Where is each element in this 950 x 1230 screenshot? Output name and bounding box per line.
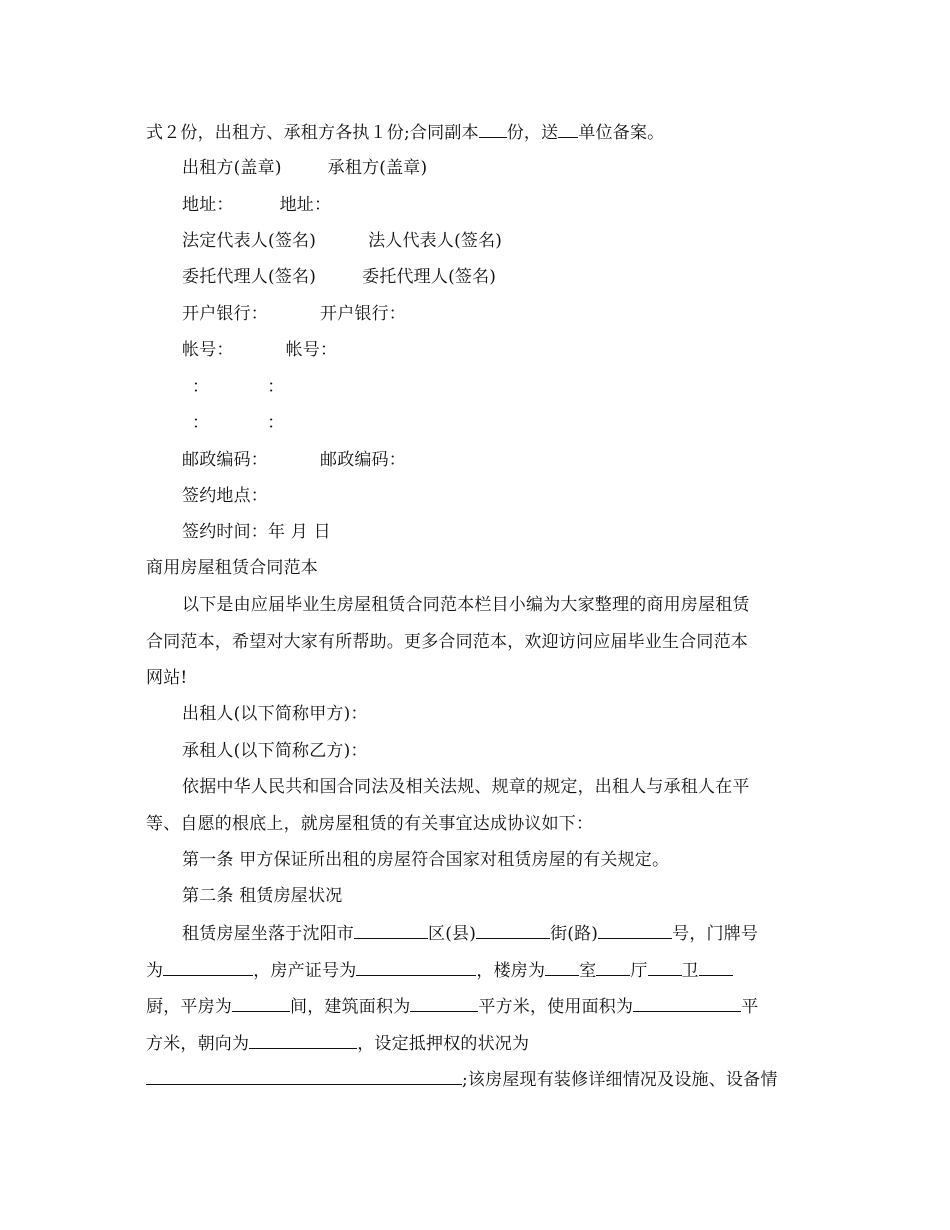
house-line-4 (146, 1031, 529, 1055)
house-text: 厅 (630, 961, 648, 981)
agent-b: 委托代理人(签名) (362, 267, 497, 287)
colon-b: ： (267, 413, 285, 433)
colon-a: ： (192, 413, 210, 433)
house-text: ;该房屋现有装修详细情况及设施、设备情 (462, 1070, 778, 1090)
agent-a: 委托代理人(签名) (182, 267, 317, 287)
house-text: ，房产证号为 (253, 961, 357, 981)
house-line-3 (146, 994, 758, 1018)
house-text: ，楼房为 (476, 961, 546, 981)
basis-line: 等、自愿的根底上，就房屋租赁的有关事宜达成协议如下： (146, 814, 594, 834)
article-1: 第一条 甲方保证所出租的房屋符合国家对租赁房屋的有关规定。 (182, 850, 670, 870)
basis-line: 依据中华人民共和国合同法及相关法规、规章的规定，出租人与承租人在平 (182, 777, 750, 797)
house-text: 街(路) (550, 924, 599, 944)
colon-a: ： (192, 377, 210, 397)
account-a: 帐号： (182, 340, 234, 360)
lessee-line: 承租人(以下简称乙方)： (182, 741, 368, 761)
house-text: ，设定抵押权的状况为 (357, 1034, 530, 1054)
house-text: 为 (146, 961, 164, 981)
postcode-row (182, 449, 406, 471)
sign-time: 签约时间：年 月 日 (182, 522, 331, 542)
address-a: 地址： (182, 195, 234, 215)
house-text: 区(县) (428, 924, 477, 944)
account-b: 帐号： (285, 340, 338, 360)
doorplate-blank (163, 958, 253, 976)
copies-text-2: 份，送 (506, 123, 559, 143)
legal-rep-b: 法人代表人(签名) (368, 231, 503, 251)
house-line-2 (146, 958, 733, 982)
house-text: 方米，朝向为 (146, 1034, 250, 1054)
legal-rep-row (182, 230, 502, 252)
lessor-line: 出租人(以下简称甲方)： (182, 704, 368, 724)
account-row (182, 339, 337, 361)
address-row (182, 194, 331, 216)
sign-place: 签约地点： (182, 486, 268, 506)
house-text: 平 (741, 997, 759, 1017)
lessor-seal: 出租方(盖章) (182, 158, 282, 178)
house-text: 间，建筑面积为 (290, 997, 411, 1017)
intro-line: 以下是由应届毕业生房屋租赁合同范本栏目小编为大家整理的商用房屋租赁 (182, 595, 750, 615)
postcode-b: 邮政编码： (320, 450, 406, 470)
lessee-seal: 承租方(盖章) (327, 158, 428, 178)
property-cert-blank (356, 958, 476, 976)
blank-colon-row-1 (182, 376, 284, 398)
bank-row (182, 303, 406, 325)
copies-text-1: 式２份，出租方、承租方各执１份;合同副本 (146, 123, 479, 143)
copies-line (146, 120, 664, 144)
house-text: 卫 (681, 961, 699, 981)
sign-time-row (182, 521, 331, 543)
colon-b: ： (267, 377, 285, 397)
kitchen-blank (699, 958, 733, 976)
street-blank (476, 921, 550, 939)
agent-row (182, 266, 496, 288)
blank-colon-row-2 (182, 412, 284, 434)
article-2-heading: 第二条 租赁房屋状况 (182, 886, 343, 906)
district-blank (354, 921, 428, 939)
postcode-a: 邮政编码： (182, 450, 268, 470)
house-text: 平方米，使用面积为 (478, 997, 634, 1017)
house-line-5 (146, 1067, 778, 1091)
legal-rep-a: 法定代表人(签名) (182, 231, 317, 251)
house-text: 室 (579, 961, 597, 981)
bungalow-blank (232, 994, 290, 1012)
blank-field (479, 120, 507, 138)
house-text: 厨，平房为 (146, 997, 232, 1017)
hall-blank (596, 958, 630, 976)
sign-place-row (182, 485, 268, 507)
contract-title: 商用房屋租赁合同范本 (146, 558, 318, 578)
intro-line: 合同范本，希望对大家有所帮助。更多合同范本，欢迎访问应届毕业生合同范本 (146, 632, 748, 652)
orientation-blank (249, 1031, 357, 1049)
copies-text-3: 单位备案。 (578, 123, 665, 143)
house-text: 号，门牌号 (672, 924, 759, 944)
blank-field (558, 120, 578, 138)
floor-area-blank (410, 994, 478, 1012)
room-blank (545, 958, 579, 976)
seal-row (182, 157, 427, 179)
house-text: 租赁房屋坐落于沈阳市 (182, 924, 354, 944)
mortgage-blank (146, 1067, 462, 1085)
usable-area-blank (633, 994, 741, 1012)
bath-blank (648, 958, 682, 976)
address-b: 地址： (279, 195, 332, 215)
house-line-1 (182, 921, 758, 945)
bank-a: 开户银行： (182, 304, 268, 324)
number-blank (598, 921, 672, 939)
intro-line: 网站! (146, 668, 188, 688)
bank-b: 开户银行： (320, 304, 406, 324)
